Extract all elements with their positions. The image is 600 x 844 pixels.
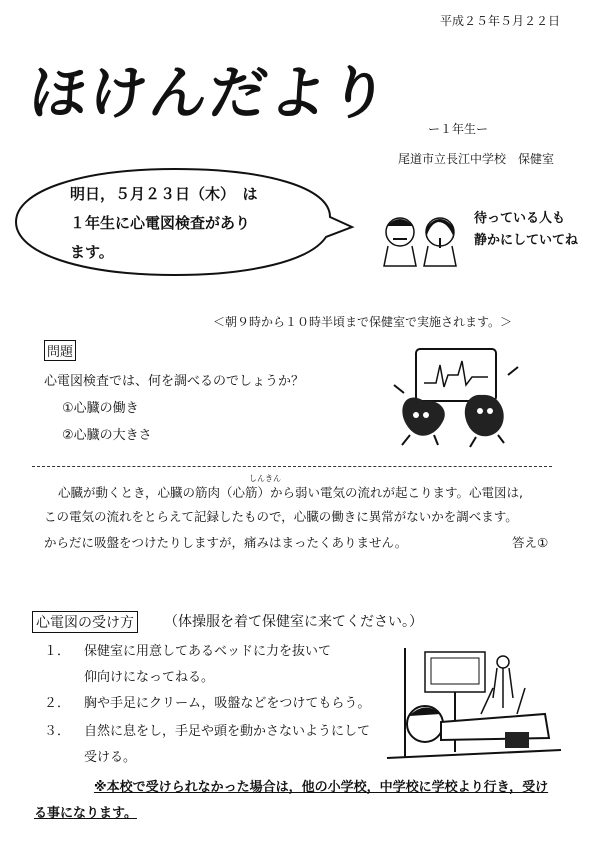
step-number: ２．	[44, 696, 71, 711]
step-text: 自然に息をし，手足や頭を動かさないようにして	[84, 724, 371, 739]
schedule-note: ＜朝９時から１０時半頃まで保健室で実施されます。＞	[213, 315, 513, 329]
issue-date: 平成２５年５月２２日	[440, 14, 561, 28]
step-number: １．	[44, 644, 71, 659]
howto-note: （体操服を着て保健室に来てください。）	[164, 614, 423, 630]
step-text: 仰向けになってねる。	[84, 670, 215, 685]
quiet-reminder	[474, 208, 578, 252]
furigana-ruby: しんきん	[249, 474, 281, 483]
howto-heading: 心電図の受け方	[32, 611, 138, 633]
section-divider	[32, 466, 552, 467]
explanation-line: この電気の流れをとらえて記録したもので，心臓の働きに異常がないかを調べます。	[44, 509, 518, 524]
question-label: 問題	[44, 340, 76, 361]
school-name: 尾道市立長江中学校 保健室	[398, 152, 555, 166]
explanation-line: 心臓が動くとき，心臓の筋肉（心筋）から弱い電気の流れが起こります。心電図は,	[58, 485, 523, 500]
quiet-children-illustration	[378, 208, 468, 268]
announcement-line: ます。	[70, 243, 114, 261]
explanation-line: からだに吸盤をつけたりしますが，痛みはまったくありません。	[44, 535, 408, 550]
reminder-line: 静かにしていてね	[474, 233, 579, 248]
reminder-line: 待っている人も	[474, 211, 566, 226]
notice-line: る事になります。	[34, 806, 137, 821]
step-text: 受ける。	[84, 750, 137, 765]
answer-text: 答え①	[512, 535, 549, 550]
announcement-line: 明日，５月２３日（木） は	[70, 185, 258, 203]
step-text: 胸や手足にクリーム，吸盤などをつけてもらう。	[84, 696, 371, 711]
announcement-line: １年生に心電図検査があり	[70, 214, 251, 232]
answer-option: ①心臓の働き	[62, 401, 139, 416]
exam-announcement	[70, 180, 320, 267]
newsletter-title: ほけんだより	[25, 59, 394, 127]
question-text: 心電図検査では、何を調べるのでしょうか？	[44, 374, 305, 389]
heart-ecg-illustration	[388, 345, 528, 450]
notice-line: ※本校で受けられなかった場合は，他の小学校，中学校に学校より行き，受け	[94, 780, 549, 795]
target-grade: ー１年生ー	[428, 122, 489, 136]
step-text: 保健室に用意してあるベッドに力を抜いて	[84, 644, 332, 659]
answer-option: ②心臓の大きさ	[62, 428, 152, 443]
ecg-exam-illustration	[385, 648, 565, 773]
step-number: ３．	[44, 724, 71, 739]
